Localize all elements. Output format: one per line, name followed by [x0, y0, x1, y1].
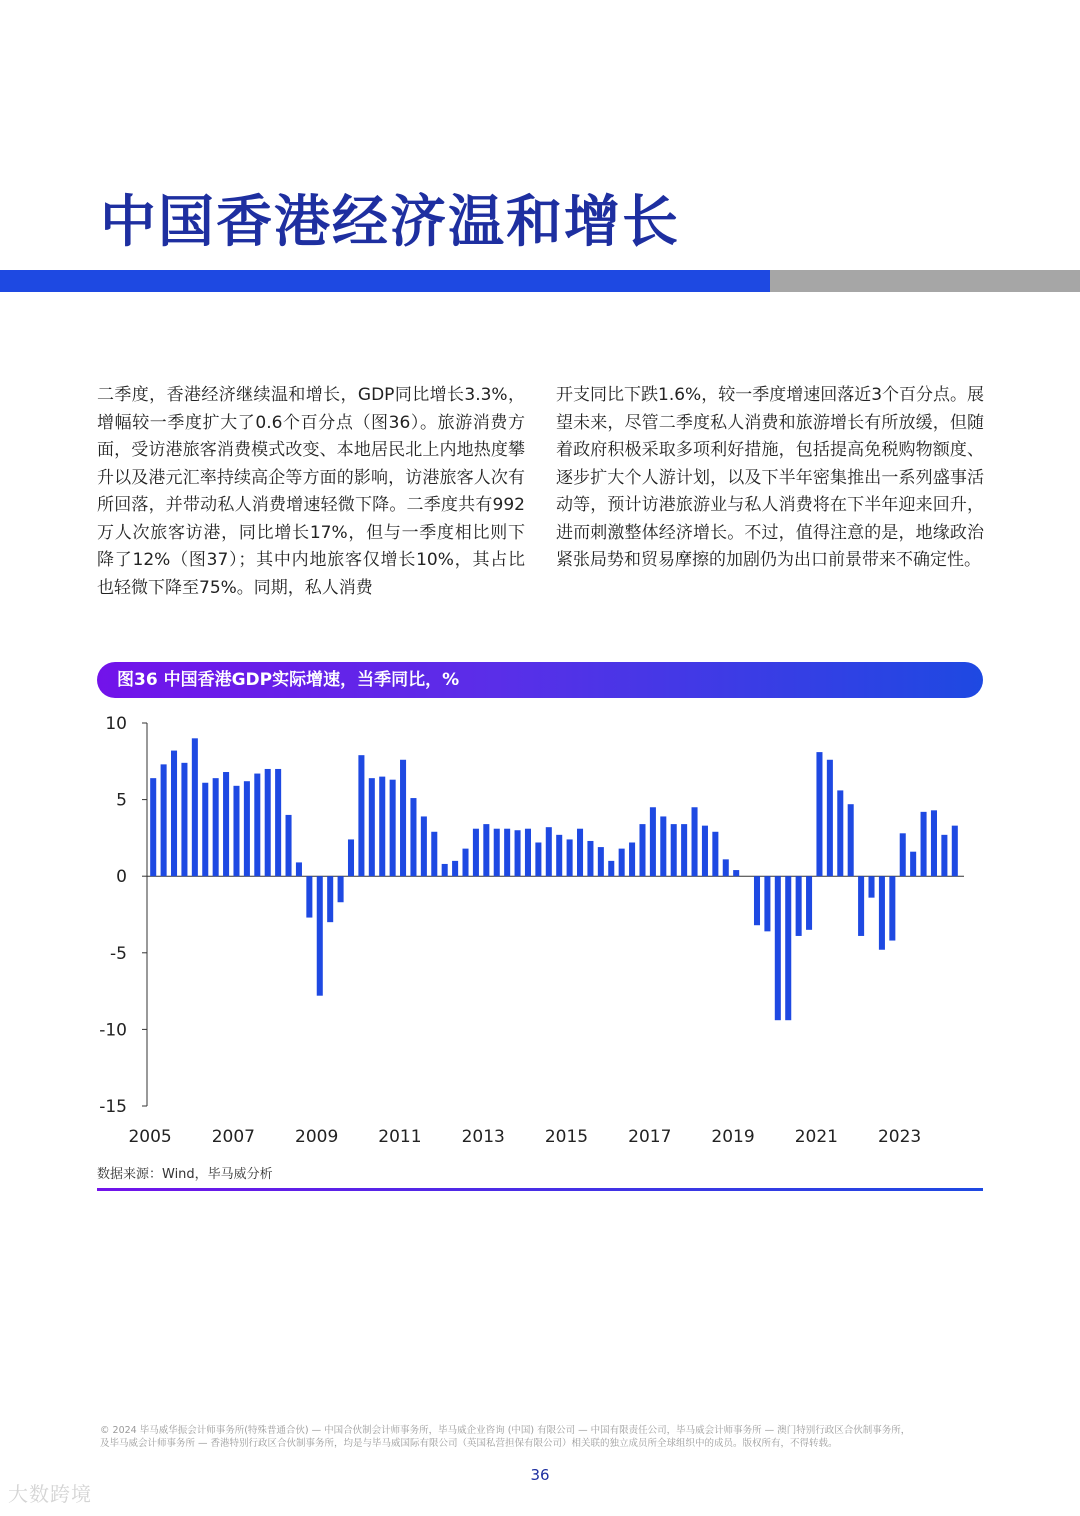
title-rule-grey — [770, 270, 1080, 292]
x-tick-label: 2013 — [461, 1127, 505, 1147]
bar — [379, 777, 385, 877]
bar — [587, 841, 593, 876]
watermark-logo: 大数跨境 — [8, 1482, 92, 1506]
bar — [671, 824, 677, 876]
bar — [369, 778, 375, 876]
bar — [161, 764, 167, 876]
bar — [390, 780, 396, 877]
bar — [681, 824, 687, 876]
gdp-growth-chart — [90, 705, 990, 1155]
bar — [868, 876, 874, 897]
bar — [317, 876, 323, 995]
bar — [296, 862, 302, 876]
footer-line-2: 及毕马威会计师事务所 — 香港特别行政区合伙制事务所，均是与毕马威国际有限公司（英国私营担保有限公司）相关联的独立成员所全球组织中的成员。版权所有，不得转载。 — [100, 1438, 838, 1449]
bar — [202, 783, 208, 876]
bar — [910, 852, 916, 877]
bar — [785, 876, 791, 1020]
bar — [702, 826, 708, 877]
bar — [421, 816, 427, 876]
bar — [358, 755, 364, 876]
bar — [692, 807, 698, 876]
bar — [733, 870, 739, 876]
body-text-right: 开支同比下跌1.6%，较一季度增速回落近3个百分点。展望未来，尽管二季度私人消费和旅游增长有所放缓，但随着政府积极采取多项利好措施，包括提高免税购物额度、逐步扩大个人游计划，以及下半年密集推出一系列盛事活动等，预计访港旅游业与私人消费将在下半年迎来回升，进而刺激整体经济增长。不过，值得注意的是，地缘政治紧张局势和贸易摩擦的加剧仍为出口前景带来不确定性。 — [556, 385, 985, 570]
bar — [796, 876, 802, 936]
x-tick-label: 2015 — [544, 1127, 589, 1147]
y-tick-label: 0 — [116, 867, 127, 888]
bar — [410, 798, 416, 876]
bar — [858, 876, 864, 936]
y-tick-label: -5 — [110, 943, 127, 964]
bar — [483, 824, 489, 876]
x-tick-label: 2007 — [211, 1127, 255, 1147]
bar — [525, 829, 531, 876]
bar — [848, 804, 854, 876]
bar — [473, 829, 479, 876]
x-tick-label: 2023 — [877, 1127, 922, 1147]
bar — [921, 812, 927, 876]
bar — [431, 832, 437, 876]
title-rule-blue — [0, 270, 770, 292]
bar — [598, 847, 604, 876]
bar — [660, 816, 666, 876]
bar — [192, 738, 198, 876]
bar — [181, 763, 187, 876]
bar — [723, 859, 729, 876]
bar — [889, 876, 895, 940]
y-tick-label: -15 — [99, 1097, 127, 1117]
bar — [941, 835, 947, 876]
bar — [712, 832, 718, 876]
bar — [806, 876, 812, 930]
bar — [400, 760, 406, 876]
y-tick-label: -10 — [99, 1020, 127, 1041]
body-text-left: 二季度，香港经济继续温和增长，GDP同比增长3.3%，增幅较一季度扩大了0.6个百分点（图36）。旅游消费方面，受访港旅客消费模式改变、本地居民北上内地热度攀升以及港元汇率持续高企等方面的影响，访港旅客人次有所回落，并带动私人消费增速轻微下降。二季度共有992万人次旅客访港，同比增长17%，但与一季度相比则下降了12%（图37）；其中内地旅客仅增长10%，其占比也轻微下降至75%。同期，私人消费 — [97, 385, 525, 598]
bar — [931, 810, 937, 876]
bar — [233, 786, 239, 876]
source-rule — [97, 1188, 983, 1191]
bar — [535, 842, 541, 876]
bar — [338, 876, 344, 902]
bar — [306, 876, 312, 917]
bar — [265, 769, 271, 876]
bar — [754, 876, 760, 925]
bar — [556, 835, 562, 876]
footer-copyright — [100, 1424, 980, 1450]
page-title: 中国香港经济温和增长 — [100, 190, 680, 255]
y-tick-label: 10 — [105, 714, 127, 734]
bar — [348, 839, 354, 876]
page-number: 36 — [530, 1466, 550, 1484]
bar — [275, 769, 281, 876]
x-tick-label: 2021 — [794, 1127, 838, 1147]
bar — [150, 778, 156, 876]
bar — [504, 829, 510, 876]
figure-source: 数据来源：Wind，毕马威分析 — [97, 1167, 273, 1182]
bar — [775, 876, 781, 1020]
x-tick-label: 2011 — [378, 1127, 422, 1147]
bar — [327, 876, 333, 922]
bar — [629, 842, 635, 876]
bar — [577, 829, 583, 876]
bar — [213, 778, 219, 876]
bar — [462, 849, 468, 877]
bar — [515, 830, 521, 876]
bar — [879, 876, 885, 950]
figure-title-bar — [97, 662, 983, 698]
figure-title: 图36 中国香港GDP实际增速，当季同比，% — [117, 670, 460, 690]
bar — [816, 752, 822, 876]
bar — [171, 751, 177, 877]
bar — [827, 760, 833, 876]
bar — [619, 849, 625, 877]
x-tick-label: 2019 — [711, 1127, 755, 1147]
bar — [244, 781, 250, 876]
bar — [442, 864, 448, 876]
bar — [650, 807, 656, 876]
bar — [837, 790, 843, 876]
bar — [494, 829, 500, 876]
bar — [254, 774, 260, 877]
x-tick-label: 2005 — [128, 1127, 172, 1147]
bar — [952, 826, 958, 877]
y-tick-label: 5 — [116, 790, 127, 811]
bar — [546, 827, 552, 876]
bar — [567, 839, 573, 876]
x-tick-label: 2009 — [295, 1127, 339, 1147]
bar — [286, 815, 292, 876]
bar — [639, 824, 645, 876]
bar — [764, 876, 770, 931]
bar — [608, 861, 614, 876]
bar — [900, 833, 906, 876]
bar — [223, 772, 229, 876]
x-tick-label: 2017 — [628, 1127, 672, 1147]
footer-line-1: © 2024 毕马威华振会计师事务所(特殊普通合伙) — 中国合伙制会计师事务所，毕马威企业咨询 (中国) 有限公司 — 中国有限责任公司，毕马威会计师事务所 — 澳门特别行政区合伙制事务所， — [100, 1425, 911, 1436]
bar — [452, 861, 458, 876]
